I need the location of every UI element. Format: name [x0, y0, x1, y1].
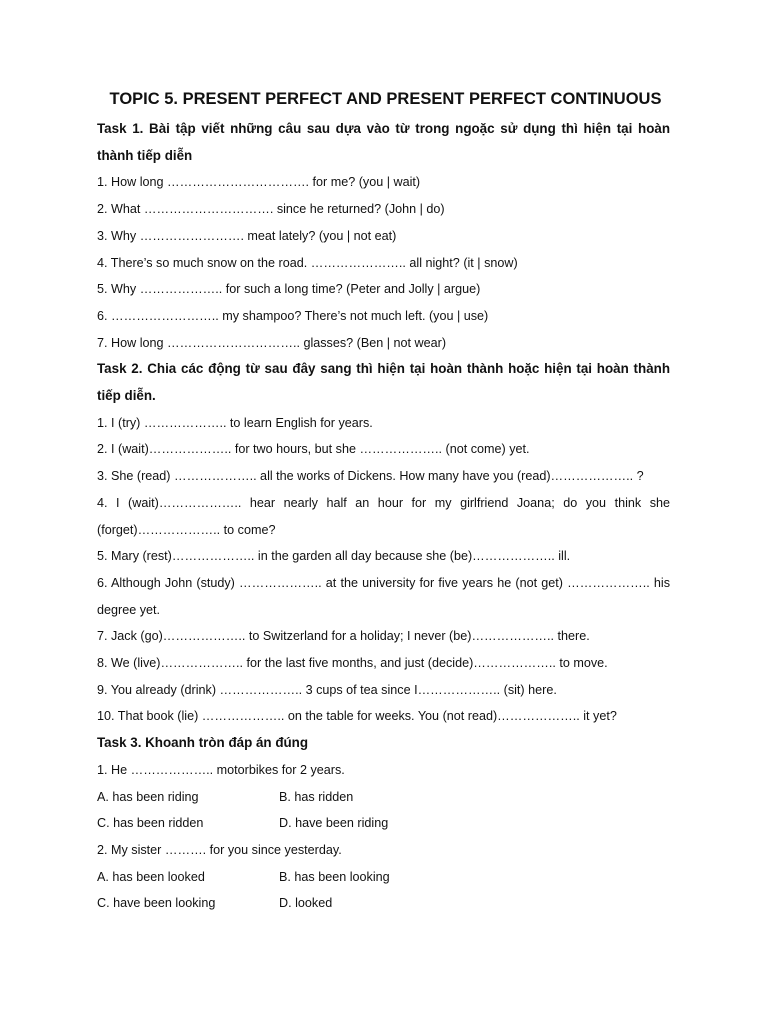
task1-section — [97, 116, 670, 356]
task2-item: 2. I (wait)……………….. for two hours, but she ……………….. (not come) yet. — [97, 442, 530, 457]
task1-heading: Task 1. Bài tập viết những câu sau dựa vào từ trong ngoặc sử dụng thì hiện tại hoàn thành tiếp diễn — [97, 121, 670, 163]
answer-option[interactable]: A. has been riding — [97, 789, 199, 804]
task2-heading: Task 2. Chia các động từ sau đây sang thì hiện tại hoàn thành hoặc hiện tại hoàn thành tiếp diễn. — [97, 361, 670, 404]
task2-item: 5. Mary (rest)……………….. in the garden all day because she (be)……………….. ill. — [97, 549, 571, 564]
task1-item: 2. What …………………………. since he returned? (John | do) — [97, 202, 445, 217]
task3-section — [97, 730, 670, 917]
answer-option[interactable]: D. looked — [279, 896, 333, 911]
task1-item: 7. How long ………………………….. glasses? (Ben | not wear) — [97, 335, 447, 350]
task2-item: 9. You already (drink) ……………….. 3 cups of tea since I……………….. (sit) here. — [97, 682, 557, 697]
answer-option[interactable]: B. has ridden — [279, 789, 354, 804]
worksheet-page — [97, 86, 670, 917]
task1-item: 6. …………………….. my shampoo? There’s not much left. (you | use) — [97, 308, 489, 323]
task1-item: 3. Why ……………………. meat lately? (you | not eat) — [97, 228, 397, 243]
answer-option[interactable]: A. has been looked — [97, 869, 205, 884]
task1-item: 4. There’s so much snow on the road. ………………….. all night? (it | snow) — [97, 255, 518, 270]
answer-option[interactable]: B. has been looking — [279, 869, 390, 884]
task2-section — [97, 356, 670, 730]
task2-item: 3. She (read) ……………….. all the works of Dickens. How many have you (read)……………….. ? — [97, 469, 644, 484]
task1-item: 1. How long ……………………………. for me? (you | wait) — [97, 175, 421, 190]
answer-options-row — [97, 810, 670, 837]
answer-options-row — [97, 890, 670, 917]
task2-item: 8. We (live)……………….. for the last five months, and just (decide)……………….. to move. — [97, 656, 608, 671]
task2-item: 10. That book (lie) ……………….. on the table for weeks. You (not read)……………….. it yet? — [97, 709, 617, 724]
task3-heading: Task 3. Khoanh tròn đáp án đúng — [97, 735, 309, 751]
task2-item: 6. Although John (study) ……………….. at the university for five years he (not get) ……………….. his degree yet. — [97, 575, 670, 617]
task1-item: 5. Why ……………….. for such a long time? (Peter and Jolly | argue) — [97, 282, 481, 297]
task2-item: 7. Jack (go)……………….. to Switzerland for a holiday; I never (be)……………….. there. — [97, 629, 590, 644]
task2-item: 4. I (wait)……………….. hear nearly half an hour for my girlfriend Joana; do you think she (forget)……………….. to come? — [97, 495, 670, 537]
answer-options-row — [97, 784, 670, 811]
answer-option[interactable]: D. have been riding — [279, 816, 389, 831]
task3-question: 1. He ……………….. motorbikes for 2 years. — [97, 762, 345, 777]
answer-option[interactable]: C. have been looking — [97, 896, 216, 911]
page-title: TOPIC 5. PRESENT PERFECT AND PRESENT PERFECT CONTINUOUS — [109, 90, 662, 108]
answer-options-row — [97, 864, 670, 891]
task2-item: 1. I (try) ……………….. to learn English for years. — [97, 415, 373, 430]
answer-option[interactable]: C. has been ridden — [97, 816, 204, 831]
task3-question: 2. My sister ………. for you since yesterday. — [97, 842, 342, 857]
